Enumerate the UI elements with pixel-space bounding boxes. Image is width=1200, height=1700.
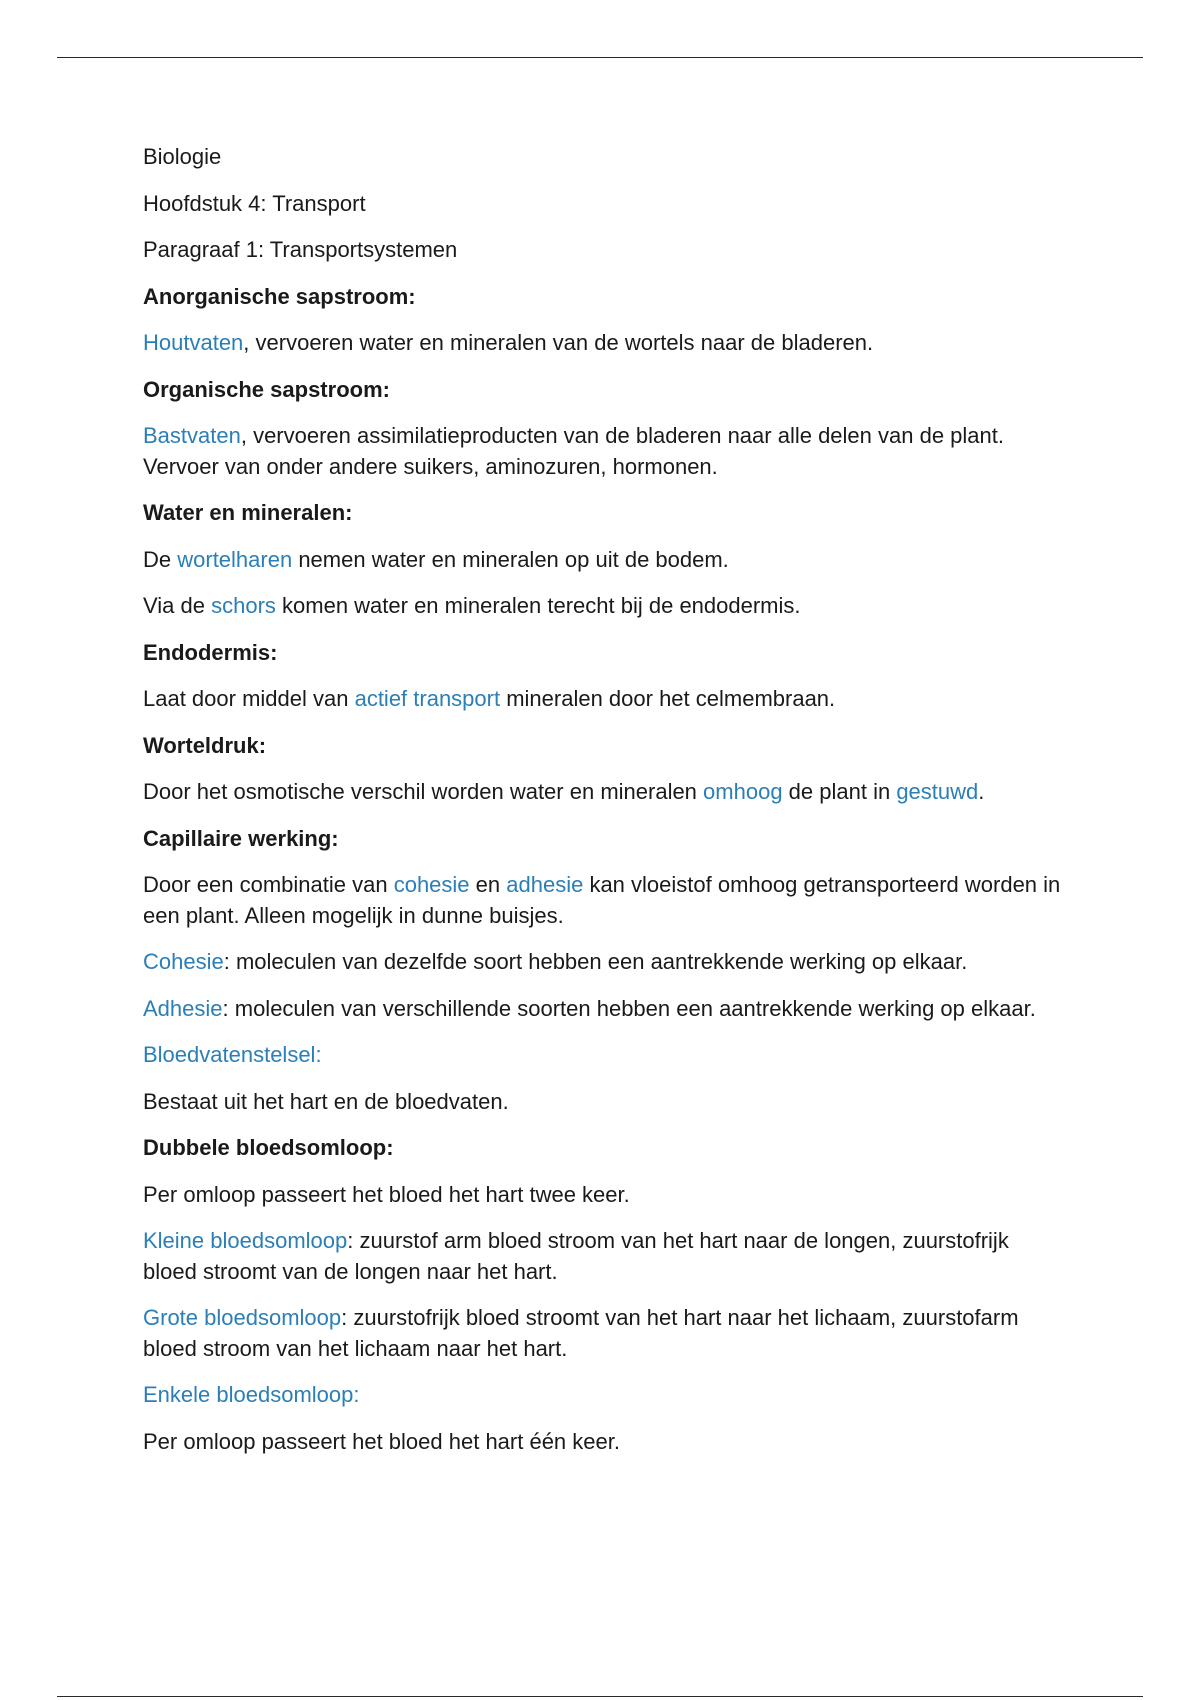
paragraph-adhesie: Adhesie: moleculen van verschillende soorten hebben een aantrekkende werking op elkaar.	[143, 995, 1036, 1021]
paragraph-worteldruk: Door het osmotische verschil worden water en mineralen omhoog de plant in gestuwd.	[143, 779, 985, 804]
heading-enkele-bloedsomloop: Enkele bloedsomloop:	[143, 1382, 360, 1407]
section-line: Paragraaf 1: Transportsystemen	[143, 237, 458, 262]
term-kleine-bloedsomloop: Kleine bloedsomloop	[143, 1228, 348, 1253]
paragraph-kleine-bloedsomloop: Kleine bloedsomloop: zuurstof arm bloed stroom van het hart naar de longen, zuurstofrijk bloed stroomt van de longen naar het hart.	[143, 1228, 1009, 1284]
term-cohesie: Cohesie	[143, 949, 224, 974]
term-schors: schors	[211, 593, 276, 618]
paragraph-grote-bloedsomloop: Grote bloedsomloop: zuurstofrijk bloed stroomt van het hart naar het lichaam, zuurstofarm bloed stroom van het lichaam naar het hart.	[143, 1305, 1019, 1361]
paragraph-wortelharen: De wortelharen nemen water en mineralen op uit de bodem.	[143, 546, 729, 572]
paragraph-dubbele-bloedsomloop: Per omloop passeert het bloed het hart twee keer.	[143, 1181, 630, 1207]
heading-organische-sapstroom: Organische sapstroom:	[143, 376, 390, 402]
term-wortelharen: wortelharen	[177, 546, 293, 572]
paragraph-bloedvatenstelsel: Bestaat uit het hart en de bloedvaten.	[143, 1088, 509, 1114]
paragraph-houtvaten: Houtvaten, vervoeren water en mineralen van de wortels naar de bladeren.	[143, 330, 874, 355]
subject-line: Biologie	[143, 144, 222, 169]
term-adhesie: Adhesie	[143, 995, 223, 1021]
heading-water-en-mineralen: Water en mineralen:	[143, 500, 353, 525]
term-omhoog: omhoog	[703, 779, 783, 804]
top-rule	[57, 57, 1143, 58]
term-cohesie-inline: cohesie	[393, 872, 470, 897]
paragraph-cohesie: Cohesie: moleculen van dezelfde soort hebben een aantrekkende werking op elkaar.	[143, 949, 968, 974]
term-actief-transport: actief transport	[354, 686, 501, 711]
paragraph-capillaire-werking: Door een combinatie van cohesie en adhesie kan vloeistof omhoog getransporteerd worden in een plant. Alleen mogelijk in dunne buisjes.	[143, 872, 1061, 928]
term-gestuwd: gestuwd	[896, 779, 979, 804]
document-body	[143, 142, 1063, 1473]
term-bastvaten: Bastvaten	[143, 423, 241, 448]
heading-worteldruk: Worteldruk:	[143, 732, 267, 758]
heading-anorganische-sapstroom: Anorganische sapstroom:	[143, 283, 416, 309]
paragraph-endodermis: Laat door middel van actief transport mineralen door het celmembraan.	[143, 686, 836, 711]
term-adhesie-inline: adhesie	[506, 872, 584, 897]
paragraph-enkele-bloedsomloop: Per omloop passeert het bloed het hart één keer.	[143, 1428, 620, 1454]
heading-bloedvatenstelsel: Bloedvatenstelsel:	[143, 1042, 322, 1067]
heading-dubbele-bloedsomloop: Dubbele bloedsomloop:	[143, 1135, 394, 1160]
paragraph-bastvaten: Bastvaten, vervoeren assimilatieproducten van de bladeren naar alle delen van de plant. Vervoer van onder andere suikers, aminozuren, hormonen.	[143, 423, 1005, 479]
chapter-line: Hoofdstuk 4: Transport	[143, 190, 366, 216]
term-grote-bloedsomloop: Grote bloedsomloop	[143, 1305, 342, 1330]
paragraph-schors: Via de schors komen water en mineralen terecht bij de endodermis.	[143, 593, 801, 618]
heading-capillaire-werking: Capillaire werking:	[143, 825, 339, 851]
bottom-rule	[57, 1696, 1143, 1697]
heading-endodermis: Endodermis:	[143, 639, 278, 665]
term-houtvaten: Houtvaten	[143, 330, 244, 355]
